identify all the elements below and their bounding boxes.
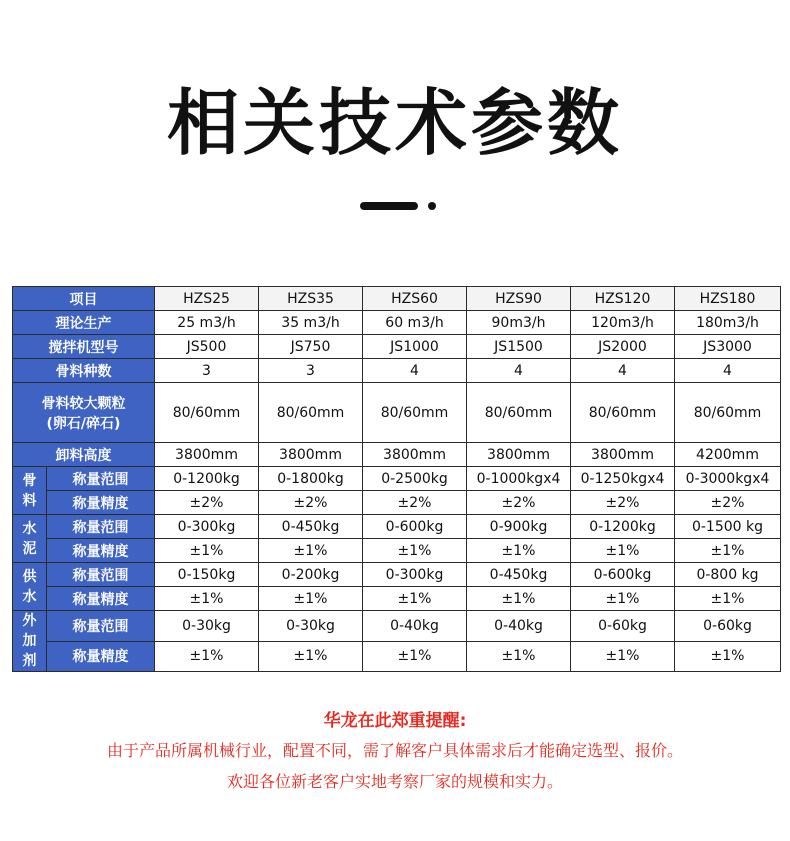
table-cell: 120m3/h bbox=[571, 311, 675, 335]
table-cell: ±1% bbox=[467, 587, 571, 611]
table-cell: 0-30kg bbox=[259, 611, 363, 642]
table-cell: 35 m3/h bbox=[259, 311, 363, 335]
row-label: 称量范围 bbox=[47, 611, 155, 642]
group-label-water bbox=[13, 563, 47, 611]
row-label: 称量精度 bbox=[47, 641, 155, 672]
table-cell: 3800mm bbox=[571, 443, 675, 467]
group-char: 剂 bbox=[22, 653, 37, 669]
table-cell: 0-200kg bbox=[259, 563, 363, 587]
table-cell: 0-1200kg bbox=[571, 515, 675, 539]
table-cell: 3800mm bbox=[155, 443, 259, 467]
row-label: 卸料高度 bbox=[13, 443, 155, 467]
table-cell: 80/60mm bbox=[467, 383, 571, 443]
table-cell: 4 bbox=[571, 359, 675, 383]
table-row bbox=[13, 311, 781, 335]
table-cell: 0-300kg bbox=[155, 515, 259, 539]
table-cell: ±1% bbox=[675, 641, 781, 672]
table-cell: 0-1250kgx4 bbox=[571, 467, 675, 491]
title-decoration bbox=[360, 202, 450, 212]
group-char: 水 bbox=[22, 520, 37, 537]
table-cell: 3800mm bbox=[363, 443, 467, 467]
group-char: 料 bbox=[22, 492, 37, 509]
table-cell: ±2% bbox=[363, 491, 467, 515]
table-cell: 0-60kg bbox=[675, 611, 781, 642]
table-cell: 25 m3/h bbox=[155, 311, 259, 335]
table-cell: ±1% bbox=[155, 641, 259, 672]
table-cell: ±1% bbox=[571, 587, 675, 611]
table-cell: 0-1200kg bbox=[155, 467, 259, 491]
table-cell: 0-2500kg bbox=[363, 467, 467, 491]
row-label: 称量精度 bbox=[47, 539, 155, 563]
row-label: 骨料种数 bbox=[13, 359, 155, 383]
table-row bbox=[13, 491, 781, 515]
table-cell: 3 bbox=[259, 359, 363, 383]
group-label-admixture bbox=[13, 611, 47, 672]
table-cell: 0-300kg bbox=[363, 563, 467, 587]
notice-line: 由于产品所属机械行业，配置不同，需了解客户具体需求后才能确定选型、报价。 bbox=[106, 741, 683, 760]
table-cell: ±1% bbox=[155, 587, 259, 611]
table-cell: 0-3000kgx4 bbox=[675, 467, 781, 491]
decoration-dot bbox=[428, 202, 436, 210]
table-cell: ±1% bbox=[155, 539, 259, 563]
table-cell: JS500 bbox=[155, 335, 259, 359]
table-cell: ±2% bbox=[571, 491, 675, 515]
row-label: 称量精度 bbox=[47, 491, 155, 515]
page-title: 相关技术参数 bbox=[166, 81, 623, 165]
table-row bbox=[13, 443, 781, 467]
table-cell: ±1% bbox=[675, 539, 781, 563]
table-cell: 0-1000kgx4 bbox=[467, 467, 571, 491]
row-label: 称量范围 bbox=[47, 563, 155, 587]
table-cell: 0-40kg bbox=[467, 611, 571, 642]
model-header: HZS35 bbox=[259, 287, 363, 311]
table-cell: 0-600kg bbox=[363, 515, 467, 539]
group-char: 加 bbox=[22, 633, 37, 649]
table-cell: 0-900kg bbox=[467, 515, 571, 539]
table-row bbox=[13, 587, 781, 611]
table-cell: ±1% bbox=[467, 539, 571, 563]
row-label: 称量范围 bbox=[47, 467, 155, 491]
table-cell: 90m3/h bbox=[467, 311, 571, 335]
table-cell: 0-40kg bbox=[363, 611, 467, 642]
model-header: HZS60 bbox=[363, 287, 467, 311]
group-label-aggregate bbox=[13, 467, 47, 515]
decoration-bar bbox=[360, 202, 418, 210]
table-row bbox=[13, 335, 781, 359]
table-cell: 0-1800kg bbox=[259, 467, 363, 491]
table-cell: 0-800 kg bbox=[675, 563, 781, 587]
table-cell: 3800mm bbox=[259, 443, 363, 467]
table-cell: 4200mm bbox=[675, 443, 781, 467]
table-cell: 60 m3/h bbox=[363, 311, 467, 335]
table-row bbox=[13, 611, 781, 642]
group-char: 供 bbox=[22, 568, 37, 585]
table-cell: 0-60kg bbox=[571, 611, 675, 642]
model-header: HZS180 bbox=[675, 287, 781, 311]
row-label: 理论生产 bbox=[13, 311, 155, 335]
row-label: 搅拌机型号 bbox=[13, 335, 155, 359]
table-cell: 80/60mm bbox=[259, 383, 363, 443]
table-cell: ±1% bbox=[363, 587, 467, 611]
group-char: 水 bbox=[22, 588, 37, 605]
table-cell: ±2% bbox=[467, 491, 571, 515]
group-char: 泥 bbox=[22, 540, 37, 557]
notice-heading: 华龙在此郑重提醒: bbox=[323, 711, 467, 731]
table-cell: 0-30kg bbox=[155, 611, 259, 642]
table-cell: 3800mm bbox=[467, 443, 571, 467]
table-cell: 3 bbox=[155, 359, 259, 383]
row-label: 称量精度 bbox=[47, 587, 155, 611]
row-label-line: 骨料较大颗粒 bbox=[41, 395, 126, 412]
model-header: HZS25 bbox=[155, 287, 259, 311]
group-char: 外 bbox=[22, 613, 37, 629]
table-row bbox=[13, 515, 781, 539]
table-cell: ±1% bbox=[259, 587, 363, 611]
table-cell: ±1% bbox=[675, 587, 781, 611]
table-cell: ±1% bbox=[571, 539, 675, 563]
table-cell: 4 bbox=[675, 359, 781, 383]
table-cell: JS1000 bbox=[363, 335, 467, 359]
table-cell: ±1% bbox=[259, 539, 363, 563]
row-label-line: (卵石/碎石) bbox=[46, 415, 121, 432]
group-label-cement bbox=[13, 515, 47, 563]
table-cell: ±2% bbox=[259, 491, 363, 515]
table-cell: 80/60mm bbox=[571, 383, 675, 443]
notice-line: 欢迎各位新老客户实地考察厂家的规模和实力。 bbox=[226, 772, 563, 791]
row-label bbox=[13, 383, 155, 443]
table-cell: ±1% bbox=[363, 641, 467, 672]
model-header: HZS90 bbox=[467, 287, 571, 311]
row-label: 称量范围 bbox=[47, 515, 155, 539]
table-row bbox=[13, 563, 781, 587]
table-row bbox=[13, 359, 781, 383]
table-cell: ±2% bbox=[155, 491, 259, 515]
table-cell: JS3000 bbox=[675, 335, 781, 359]
table-cell: 0-450kg bbox=[467, 563, 571, 587]
table-cell: 180m3/h bbox=[675, 311, 781, 335]
table-cell: JS750 bbox=[259, 335, 363, 359]
model-header: HZS120 bbox=[571, 287, 675, 311]
table-row bbox=[13, 539, 781, 563]
table-cell: JS1500 bbox=[467, 335, 571, 359]
table-cell: 4 bbox=[363, 359, 467, 383]
table-cell: ±1% bbox=[259, 641, 363, 672]
table-cell: 0-150kg bbox=[155, 563, 259, 587]
table-row bbox=[13, 641, 781, 672]
table-cell: 0-450kg bbox=[259, 515, 363, 539]
table-cell: 80/60mm bbox=[363, 383, 467, 443]
table-cell: ±2% bbox=[675, 491, 781, 515]
table-cell: ±1% bbox=[363, 539, 467, 563]
table-cell: 4 bbox=[467, 359, 571, 383]
table-row bbox=[13, 383, 781, 443]
table-cell: JS2000 bbox=[571, 335, 675, 359]
spec-table bbox=[12, 286, 781, 672]
table-cell: 0-600kg bbox=[571, 563, 675, 587]
table-cell: ±1% bbox=[467, 641, 571, 672]
table-row bbox=[13, 467, 781, 491]
group-char: 骨 bbox=[22, 472, 37, 489]
table-cell: ±1% bbox=[571, 641, 675, 672]
table-cell: 0-1500 kg bbox=[675, 515, 781, 539]
table-cell: 80/60mm bbox=[155, 383, 259, 443]
header-label: 项目 bbox=[13, 287, 155, 311]
table-header-row bbox=[13, 287, 781, 311]
table-cell: 80/60mm bbox=[675, 383, 781, 443]
